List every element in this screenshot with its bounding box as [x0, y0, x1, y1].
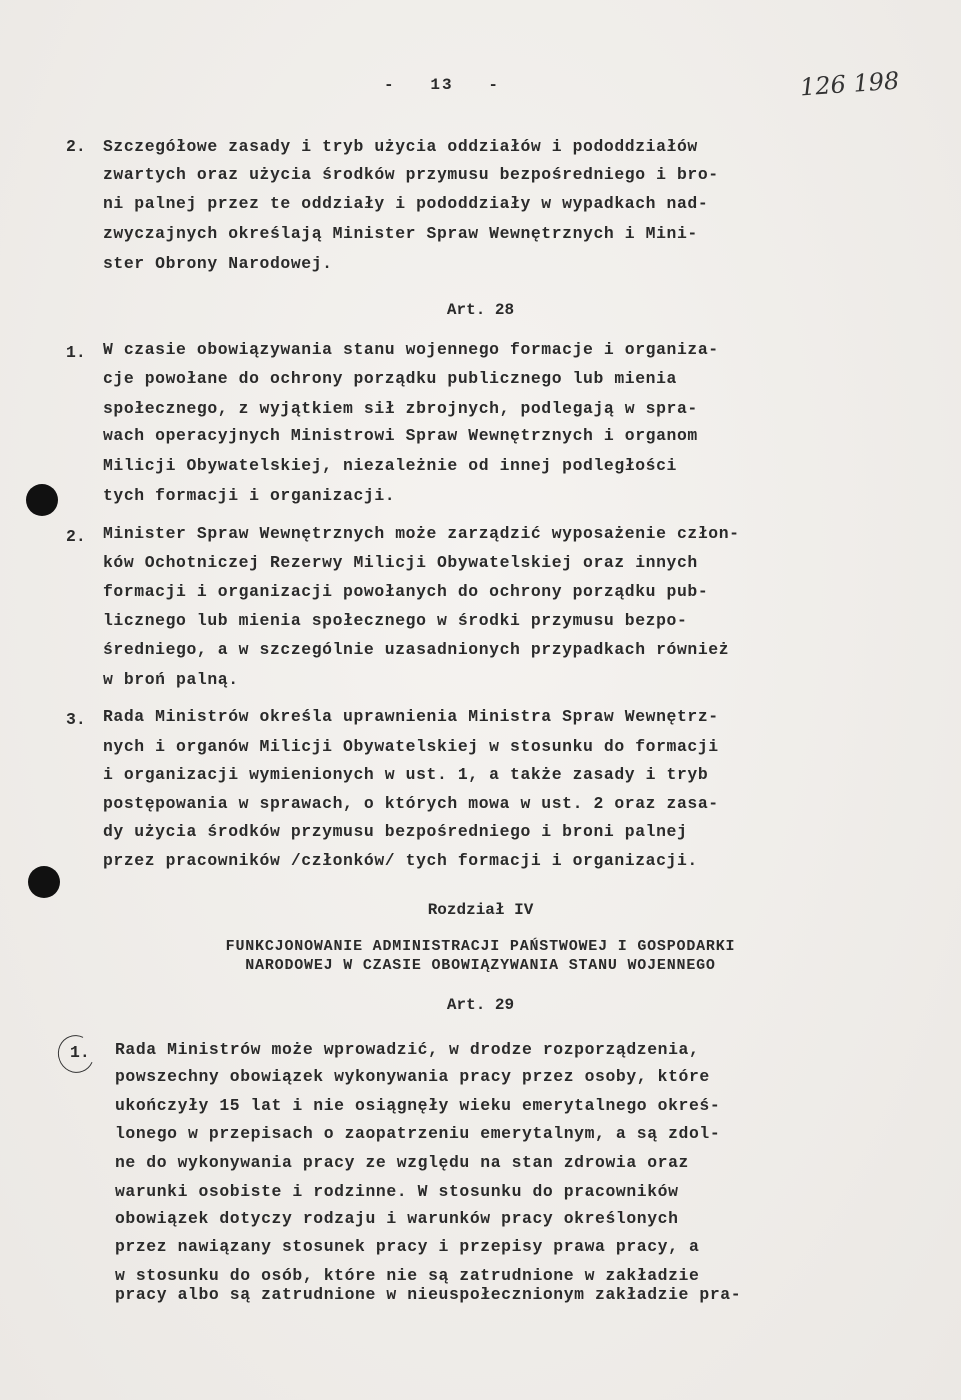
text-line: Milicji Obywatelskiej, niezależnie od innej podległości [103, 456, 677, 475]
article-title: Art. 28 [446, 301, 515, 319]
text-line: ukończyły 15 lat i nie osiągnęły wieku emerytalnego okreś- [115, 1096, 721, 1115]
punch-hole [26, 484, 58, 516]
chapter-heading-line: NARODOWEJ W CZASIE OBOWIĄZYWANIA STANU WOJENNEGO [245, 957, 716, 974]
text-line: obowiązek dotyczy rodzaju i warunków pracy określonych [115, 1209, 679, 1228]
text-line: pracy albo są zatrudnione w nieuspołecznionym zakładzie pra- [115, 1285, 742, 1304]
text-line: dy użycia środków przymusu bezpośredniego i broni palnej [103, 822, 688, 841]
page-number: - 13 - [384, 76, 501, 94]
text-line: ków Ochotniczej Rezerwy Milicji Obywatelskiej oraz innych [103, 553, 698, 572]
text-line: ster Obrony Narodowej. [103, 254, 333, 273]
text-line: wach operacyjnych Ministrowi Spraw Wewnętrznych i organom [103, 426, 698, 445]
text-line: Szczegółowe zasady i tryb użycia oddziałów i pododdziałów [103, 137, 698, 156]
text-line: w broń palną. [103, 670, 239, 689]
paragraph-number: 2. [66, 527, 86, 546]
chapter-heading-line: FUNKCJONOWANIE ADMINISTRACJI PAŃSTWOWEJ I GOSPODARKI [225, 938, 736, 955]
chapter-title: Rozdział IV [427, 901, 534, 919]
text-line: licznego lub mienia społecznego w środki przymusu bezpo- [103, 611, 688, 630]
text-line: nych i organów Milicji Obywatelskiej w stosunku do formacji [103, 737, 719, 756]
article-title: Art. 29 [446, 996, 515, 1014]
text-line: ni palnej przez te oddziały i pododdziały w wypadkach nad- [103, 194, 709, 213]
text-line: zwyczajnych określają Minister Spraw Wewnętrznych i Mini- [103, 224, 698, 243]
punch-hole [28, 866, 60, 898]
paragraph-number: 2. [66, 137, 86, 156]
text-line: przez nawiązany stosunek pracy i przepisy prawa pracy, a [115, 1237, 700, 1256]
text-line: Minister Spraw Wewnętrznych może zarządzić wyposażenie człon- [103, 524, 740, 543]
text-line: W czasie obowiązywania stanu wojennego formacje i organiza- [103, 340, 719, 359]
text-line: formacji i organizacji powołanych do ochrony porządku pub- [103, 582, 709, 601]
text-line: ne do wykonywania pracy ze względu na stan zdrowia oraz [115, 1153, 689, 1172]
text-line: powszechny obowiązek wykonywania pracy przez osoby, które [115, 1067, 710, 1086]
text-line: postępowania w sprawach, o których mowa w ust. 2 oraz zasa- [103, 794, 719, 813]
text-line: Rada Ministrów może wprowadzić, w drodze rozporządzenia, [115, 1040, 700, 1059]
text-line: warunki osobiste i rodzinne. W stosunku do pracowników [115, 1182, 679, 1201]
text-line: Rada Ministrów określa uprawnienia Ministra Spraw Wewnętrz- [103, 707, 719, 726]
text-line: cje powołane do ochrony porządku publicznego lub mienia [103, 369, 677, 388]
text-line: przez pracowników /członków/ tych formacji i organizacji. [103, 851, 698, 870]
text-line: lonego w przepisach o zaopatrzeniu emerytalnym, a są zdol- [115, 1124, 721, 1143]
text-line: tych formacji i organizacji. [103, 486, 396, 505]
paragraph-number: 1. [70, 1043, 90, 1062]
paragraph-number: 3. [66, 710, 86, 729]
text-line: średniego, a w szczególnie uzasadnionych przypadkach również [103, 640, 730, 659]
text-line: w stosunku do osób, które nie są zatrudnione w zakładzie [115, 1266, 700, 1285]
text-line: zwartych oraz użycia środków przymusu bezpośredniego i bro- [103, 165, 719, 184]
text-line: społecznego, z wyjątkiem sił zbrojnych, podlegają w spra- [103, 399, 698, 418]
text-line: i organizacji wymienionych w ust. 1, a także zasady i tryb [103, 765, 709, 784]
paragraph-number: 1. [66, 343, 86, 362]
handwritten-page-number: 126 198 [799, 66, 901, 102]
